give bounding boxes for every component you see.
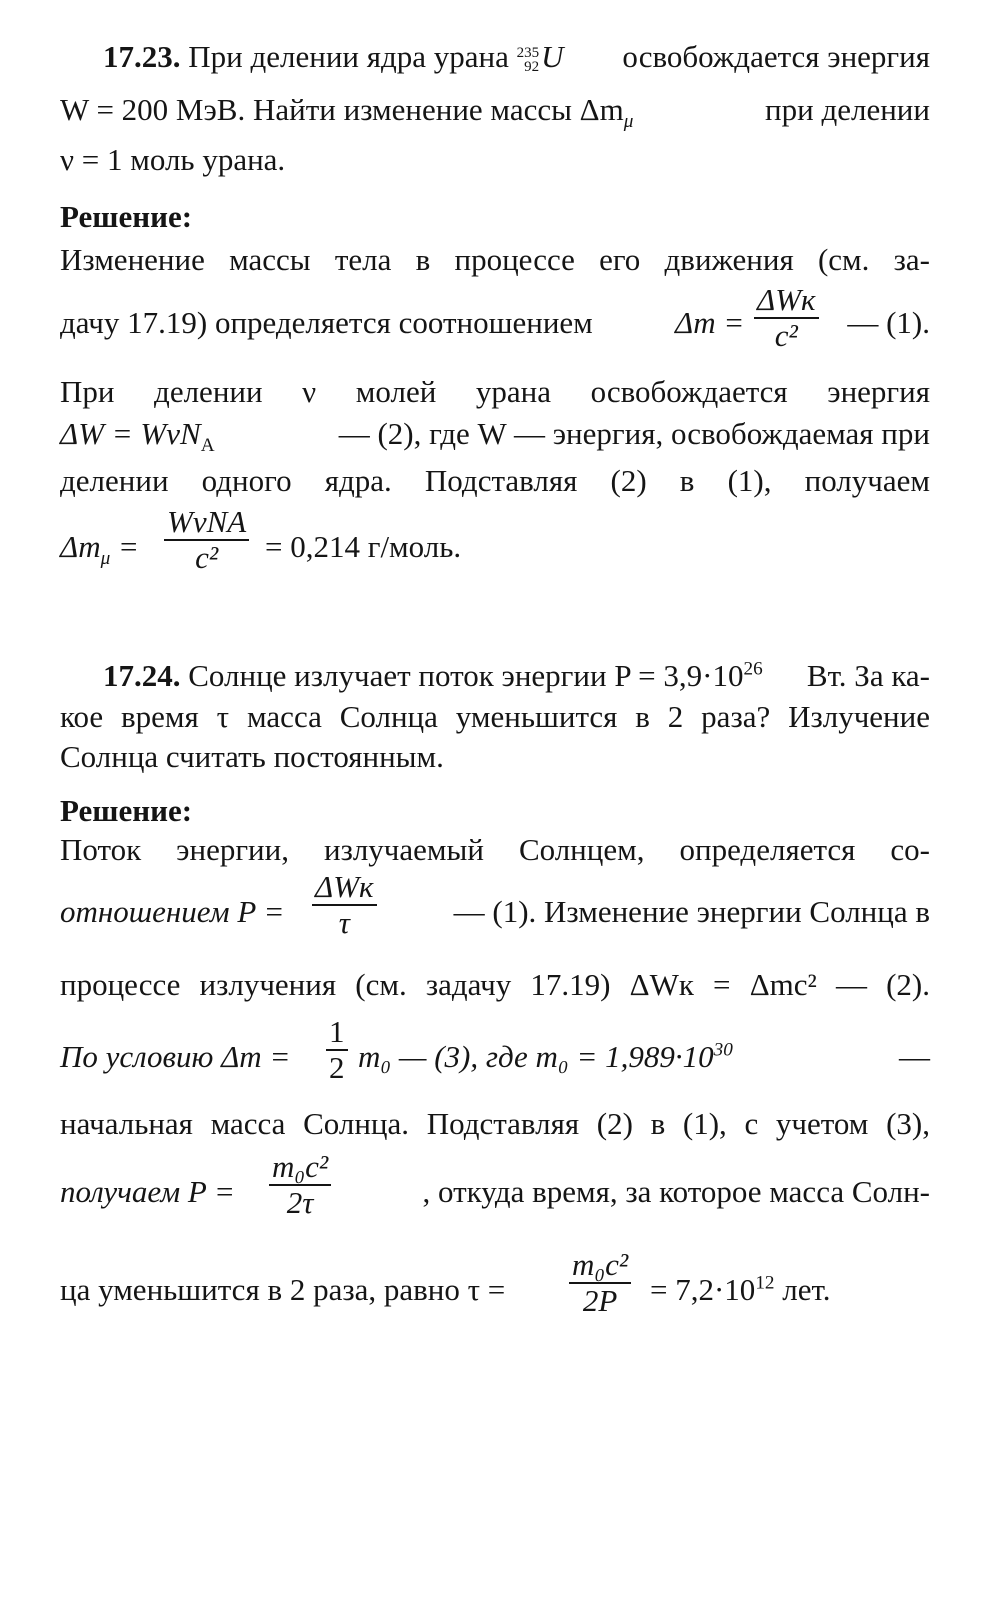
solution-line-formula-4 — [60, 1015, 930, 1097]
equation-number: — (1). — [847, 305, 930, 340]
fraction-denominator: c² — [195, 540, 219, 575]
solution-line: начальная масса Солнца. Подставляя (2) в (1), с учетом (3), — [60, 1106, 930, 1141]
solution-line: делении одного ядра. Подставляя (2) в (1), получаем — [60, 463, 930, 498]
solution-line-formula-6 — [60, 1248, 930, 1330]
solution-line: При делении ν молей урана освобождается энергия — [60, 374, 930, 409]
formula-fraction — [326, 1015, 348, 1085]
formula: ΔW = WνN — [60, 416, 201, 451]
fraction-denominator: c² — [774, 318, 798, 353]
formula-lhs: По условию Δm = — [60, 1039, 291, 1074]
formula-result: = 0,214 г/моль. — [265, 529, 462, 564]
nuclide-symbol: U — [541, 39, 564, 74]
solution-line-formula-1 — [60, 283, 930, 363]
solution-line-formula-3 — [60, 870, 930, 952]
fraction-denominator: 2P — [582, 1283, 618, 1318]
fraction-numerator: ΔWк — [754, 283, 819, 319]
problem-17-24-line-1: 17.24. Солнце излучает поток энергии $P = 3,9\cdot 10^{26}$ Вт. За ка- — [103, 656, 930, 696]
condition-line: кое время τ масса Солнца уменьшится в 2 раза? Излучение — [60, 699, 930, 734]
fraction-denominator: τ — [338, 905, 350, 940]
dash: — — [899, 1039, 930, 1074]
fraction-denominator: 2τ — [286, 1185, 314, 1220]
formula-fraction — [754, 283, 819, 353]
solution-line-formula-5 — [60, 1150, 930, 1232]
condition-text: ν = 1 моль урана. — [60, 142, 286, 177]
solution-text: — (1). Изменение энергии Солнца в — [453, 894, 930, 929]
solution-line-formula-2 — [60, 505, 660, 585]
formula-fraction — [569, 1248, 631, 1318]
formula-result: = $7,2\cdot 10^{12}$ лет. — [650, 1272, 831, 1307]
condition-text: Солнце излучает поток энергии P = 3,9·10 — [188, 658, 744, 693]
problem-17-23-line-3 — [60, 140, 285, 180]
condition-text: Вт. За ка- — [806, 658, 930, 693]
formula-fraction — [164, 505, 249, 575]
solution-header: Решение: — [60, 199, 193, 234]
problem-number: 17.23. — [103, 39, 181, 74]
formula-fraction — [312, 870, 377, 940]
solution-text: дачу 17.19) определяется соотношением — [60, 305, 593, 340]
fraction-numerator: ΔWк — [312, 870, 377, 906]
condition-text: при делении — [765, 92, 930, 127]
formula-lhs: получаем P = — [60, 1174, 235, 1209]
formula-lhs: $\Delta m_\mu$ = — [60, 529, 139, 570]
condition-line: Солнца считать постоянным. — [60, 739, 444, 774]
formula-lhs: отношением P = — [60, 894, 285, 929]
formula-lhs: Δm = — [675, 305, 745, 340]
fraction-numerator: m₀c² — [269, 1150, 331, 1186]
fraction-numerator: WνNA — [164, 505, 249, 541]
fraction-denominator: 2 — [329, 1050, 345, 1085]
solution-line: ΔW = WνN$_A$ — (2), где W — энергия, освобождаемая при — [60, 416, 930, 457]
solution-text: ца уменьшится в 2 раза, равно τ = — [60, 1272, 506, 1307]
condition-text: При делении ядра урана — [188, 39, 509, 74]
solution-line: Изменение массы тела в процессе его движения (см. за- — [60, 242, 930, 277]
nuclide-indices: 235 92 — [516, 44, 540, 75]
solution-text: , откуда время, за которое масса Солн- — [422, 1174, 930, 1209]
solution-line: процессе излучения (см. задачу 17.19) ΔWк = Δmc² — (2). — [60, 967, 930, 1002]
problem-number: 17.24. — [103, 658, 181, 693]
problem-17-23-line-2: W = 200 МэВ. Найти изменение массы $\Delta m_\mu$ при делении — [60, 92, 930, 133]
formula-rhs: m₀ — (3), где $m_0 = 1,989\cdot 10^{30}$ — [358, 1039, 733, 1074]
fraction-numerator: 1 — [326, 1015, 348, 1051]
formula-fraction — [269, 1150, 331, 1220]
solution-line: Поток энергии, излучаемый Солнцем, определяется со- — [60, 832, 930, 867]
solution-text: — (2), где W — энергия, освобождаемая при — [338, 416, 930, 451]
condition-text: W = 200 МэВ. Найти изменение массы Δm — [60, 92, 624, 127]
fraction-numerator: m₀c² — [569, 1248, 631, 1284]
problem-17-23-line-1 — [103, 37, 930, 77]
condition-text: освобождается энергия — [622, 39, 930, 74]
solution-header: Решение: — [60, 793, 193, 828]
